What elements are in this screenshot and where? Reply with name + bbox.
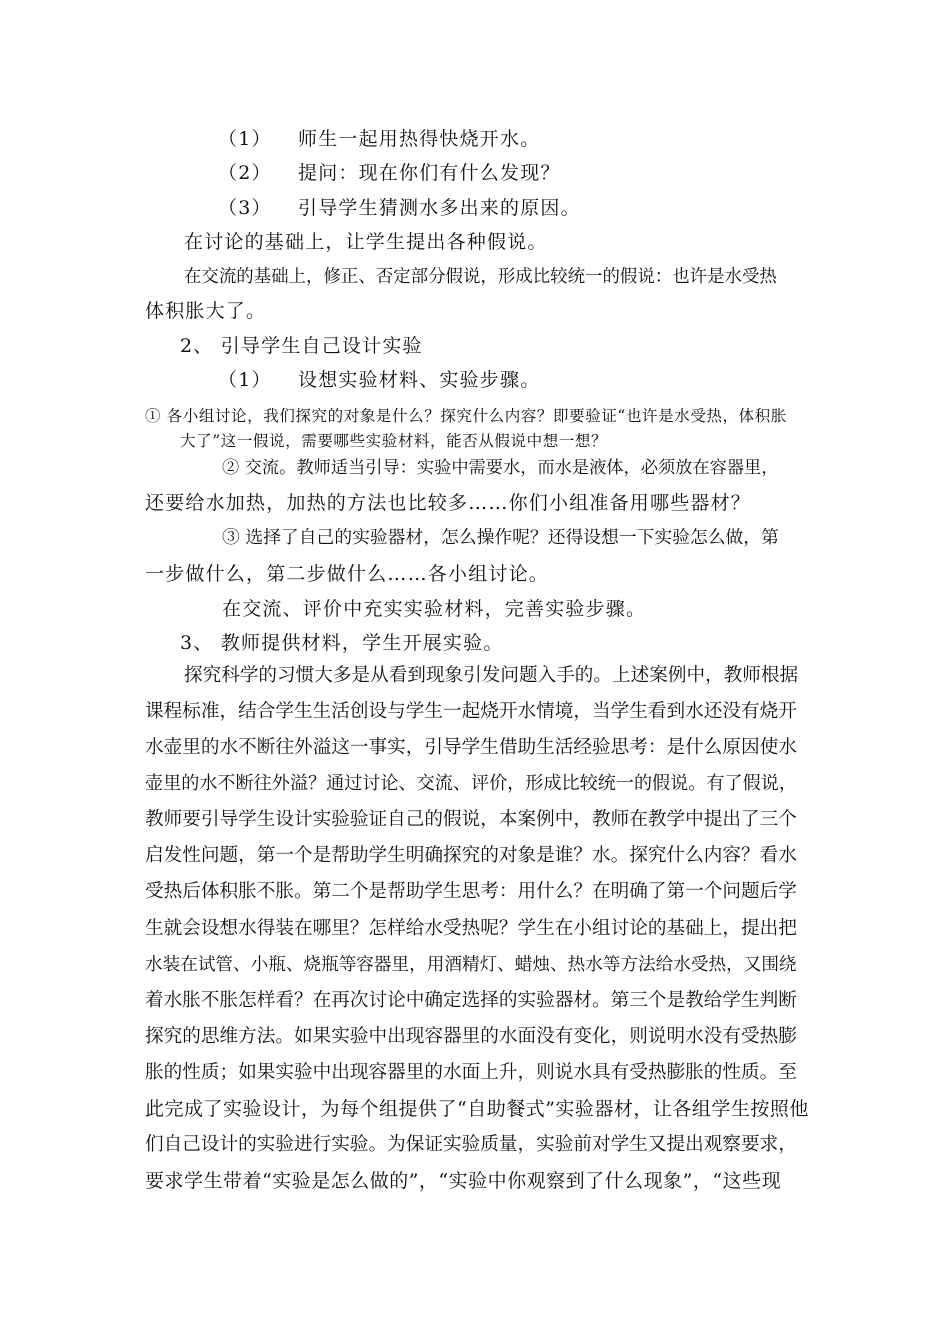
- analysis-line: 胀的性质；如果实验中出现容器里的水面上升，则说水具有受热膨胀的性质。至: [145, 1062, 797, 1083]
- circled-item-3-line-1: ③ 选择了自己的实验器材，怎么操作呢？还得设想一下实验怎么做，第: [222, 527, 779, 548]
- item-text: 设想实验材料、实验步骤。: [298, 369, 541, 391]
- analysis-line: 探究的思维方法。如果实验中出现容器里的水面没有变化，则说明水没有受热膨: [145, 1026, 797, 1047]
- analysis-line: 教师要引导学生设计实验验证自己的假说，本案例中，教师在教学中提出了三个: [145, 809, 797, 830]
- analysis-line: 生就会设想水得装在哪里？怎样给水受热呢？学生在小组讨论的基础上，提出把: [145, 918, 797, 939]
- circled-item-1-line-2: 大了”这一假说，需要哪些实验材料，能否从假说中想一想？: [180, 432, 608, 450]
- item-text: 师生一起用热得快烧开水。: [298, 128, 541, 150]
- paragraph-exchange-line-2: 体积胀大了。: [145, 300, 267, 322]
- analysis-line: 受热后体积胀不胀。第二个是帮助学生思考：用什么？在明确了第一个问题后学: [145, 881, 797, 902]
- analysis-line: 水装在试管、小瓶、烧瓶等容器里，用酒精灯、蜡烛、热水等方法给水受热，又围绕: [145, 955, 797, 975]
- circled-item-1-line-1: ① 各小组讨论，我们探究的对象是什么？探究什么内容？即要验证“也许是水受热，体积胀: [145, 407, 787, 425]
- analysis-line: 探究科学的习惯大多是从看到现象引发问题入手的。上述案例中，教师根据: [184, 665, 799, 686]
- item-number: （3）: [218, 197, 272, 219]
- analysis-line: 壶里的水不断往外溢？通过讨论、交流、评价，形成比较统一的假说。有了假说，: [145, 773, 797, 794]
- item-text: 引导学生猜测水多出来的原因。: [298, 197, 581, 219]
- circled-item-2-line-1: ② 交流。教师适当引导：实验中需要水，而水是液体，必须放在容器里，: [222, 458, 779, 478]
- section-heading-2: 2、 引导学生自己设计实验: [180, 335, 423, 357]
- section-heading-3: 3、 教师提供材料，学生开展实验。: [180, 632, 504, 654]
- outline-item-2: [218, 161, 561, 185]
- item-number: （1）: [218, 369, 272, 391]
- analysis-line: 启发性问题，第一个是帮助学生明确探究的对象是谁？水。探究什么内容？看水: [145, 845, 797, 866]
- paragraph-exchange-line-1: 在交流的基础上，修正、否定部分假说，形成比较统一的假说：也许是水受热: [184, 267, 777, 287]
- outline-item-4: [218, 368, 540, 392]
- analysis-line: 们自己设计的实验进行实验。为保证实验质量，实验前对学生又提出观察要求，: [145, 1134, 797, 1155]
- circled-item-3-line-2: 一步做什么，第二步做什么……各小组讨论。: [145, 563, 550, 585]
- outline-item-3: [218, 196, 581, 220]
- outline-item-1: [218, 127, 540, 151]
- analysis-line: 要求学生带着“实验是怎么做的”，“实验中你观察到了什么现象”，“这些现: [145, 1170, 782, 1192]
- analysis-line: 水壶里的水不断往外溢这一事实，引导学生借助生活经验思考：是什么原因使水: [145, 737, 797, 758]
- item-text: 提问：现在你们有什么发现？: [298, 162, 561, 184]
- analysis-line: 此完成了实验设计，为每个组提供了“自助餐式”实验器材，让各组学生按照他: [145, 1098, 809, 1120]
- analysis-line: 着水胀不胀怎样看？在再次讨论中确定选择的实验器材。第三个是教给学生判断: [145, 990, 797, 1011]
- circled-item-2-line-2: 还要给水加热，加热的方法也比较多……你们小组准备用哪些器材？: [145, 492, 752, 514]
- paragraph-complete: 在交流、评价中充实实验材料，完善实验步骤。: [222, 598, 647, 620]
- item-number: （2）: [218, 162, 272, 184]
- paragraph-discuss: 在讨论的基础上，让学生提出各种假说。: [184, 231, 548, 253]
- item-number: （1）: [218, 128, 272, 150]
- analysis-line: 课程标准，结合学生生活创设与学生一起烧开水情境，当学生看到水还没有烧开: [145, 701, 797, 722]
